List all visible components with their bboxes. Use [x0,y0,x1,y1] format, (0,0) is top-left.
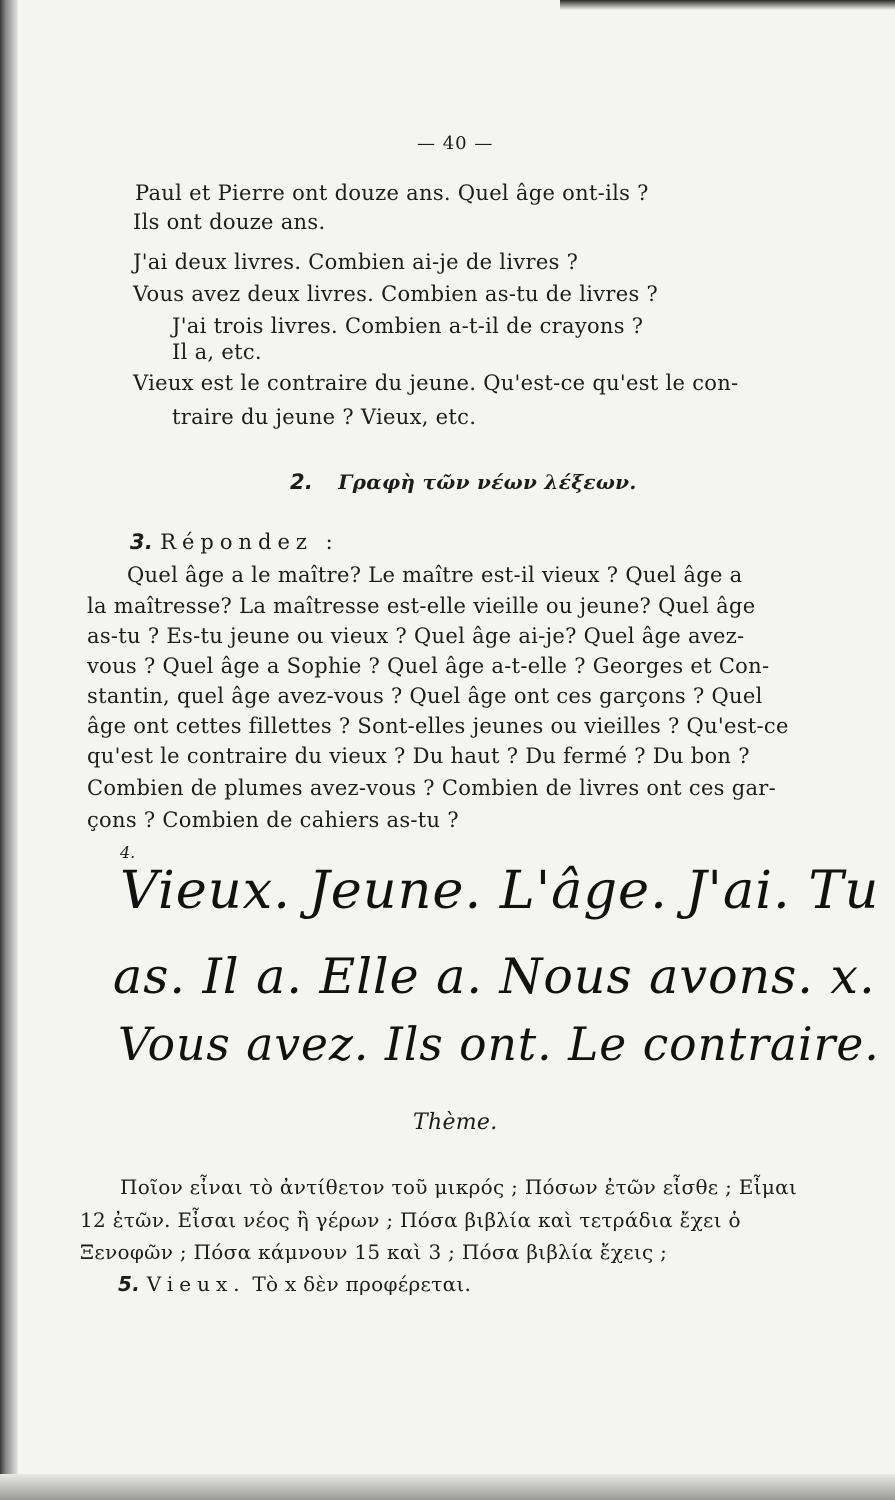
question-line: stantin, quel âge avez-vous ? Quel âge ont ces garçons ? Quel [87,684,763,708]
section-2-heading [290,470,637,494]
page-number: — 40 — [417,133,494,154]
section-text: Τὸ x δὲν προφέρεται. [252,1272,472,1296]
question-line: âge ont cettes fillettes ? Sont-elles jeunes ou vieilles ? Qu'est-ce [87,714,789,738]
page-edge-bottom [0,1474,895,1500]
page-edge-top [560,0,895,10]
section-5 [118,1272,471,1296]
question-line: qu'est le contraire du vieux ? Du haut ? Du fermé ? Du bon ? [87,744,750,768]
theme-title: Thème. [413,1110,498,1135]
page-edge-left [0,0,18,1500]
section-3-heading [130,530,339,554]
section-number: 5. [118,1272,141,1296]
question-line: as-tu ? Es-tu jeune ou vieux ? Quel âge ai-je? Quel âge avez- [87,624,745,648]
cursive-line: Vous avez. Ils ont. Le contraire. [118,1018,880,1071]
section-number: 4. [120,843,136,862]
question-line: vous ? Quel âge a Sophie ? Quel âge a-t-elle ? Georges et Con- [87,654,770,678]
dialogue-line: Il a, etc. [172,340,262,364]
dialogue-line: traire du jeune ? Vieux, etc. [172,405,477,429]
dialogue-line: J'ai trois livres. Combien a-t-il de crayons ? [172,314,644,338]
section-heading: Répondez : [160,530,339,554]
question-line: Quel âge a le maître? Le maître est-il vieux ? Quel âge a [127,563,743,587]
dialogue-line: J'ai deux livres. Combien ai-je de livres ? [133,250,579,274]
cursive-line: Vieux. Jeune. L'âge. J'ai. Tu [120,860,880,921]
theme-line: Ξενοφῶν ; Πόσα κάμνουν 15 καὶ 3 ; Πόσα βιβλία ἔχεις ; [80,1240,668,1264]
dialogue-line: Vieux est le contraire du jeune. Qu'est-ce qu'est le con- [133,371,739,395]
dialogue-line: Vous avez deux livres. Combien as-tu de livres ? [133,282,659,306]
section-number: 3. [130,530,154,554]
theme-line: 12 ἐτῶν. Εἶσαι νέος ἢ γέρων ; Πόσα βιβλία καὶ τετράδια ἔχει ὁ [80,1208,741,1232]
question-line: çons ? Combien de cahiers as-tu ? [87,808,459,832]
dialogue-line: Paul et Pierre ont douze ans. Quel âge ont-ils ? [135,181,649,205]
theme-line: Ποῖον εἶναι τὸ ἀντίθετον τοῦ μικρός ; Πόσων ἐτῶν εἶσθε ; Εἶμαι [120,1175,798,1199]
section-title: Γραφὴ τῶν νέων λέξεων. [338,470,637,494]
dialogue-line: Ils ont douze ans. [133,210,326,234]
question-line: la maîtresse? La maîtresse est-elle vieille ou jeune? Quel âge [87,594,756,618]
question-line: Combien de plumes avez-vous ? Combien de livres ont ces gar- [87,776,777,800]
cursive-line: as. Il a. Elle a. Nous avons. x. [113,948,876,1005]
section-number: 2. [290,470,314,494]
section-word: Vieux. [146,1272,246,1296]
